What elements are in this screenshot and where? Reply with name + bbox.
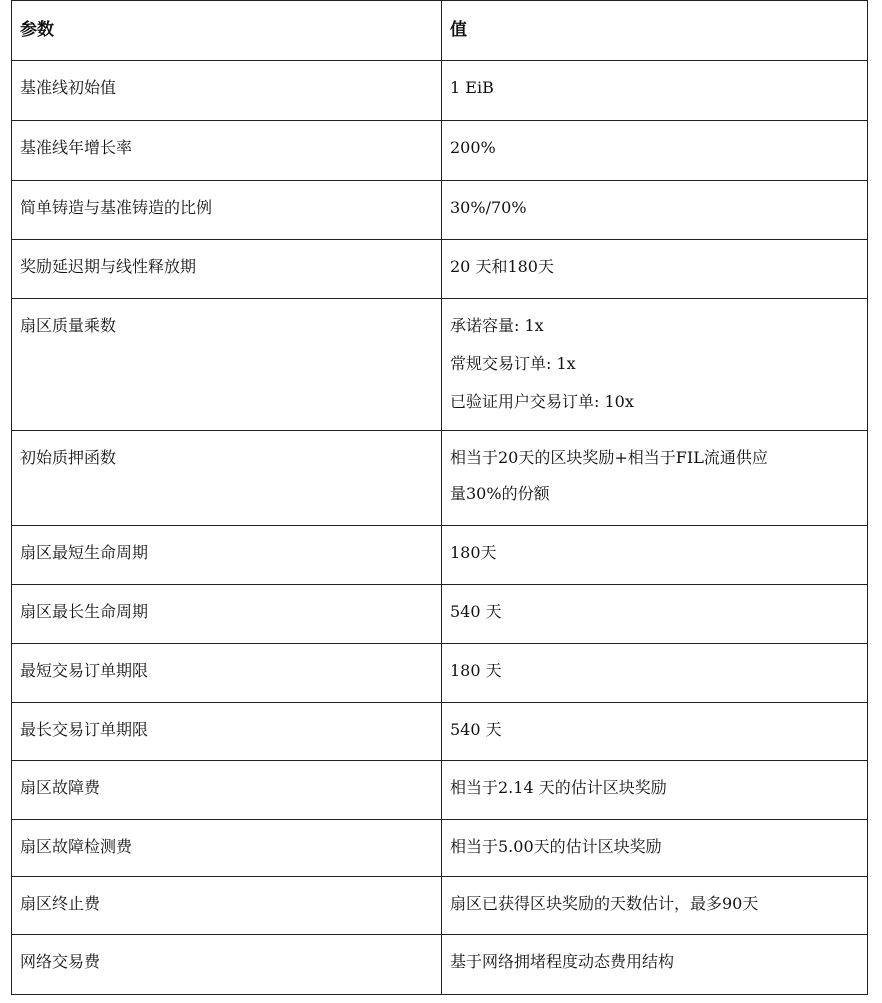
- table-row: [12, 761, 868, 820]
- value-cell: [442, 431, 868, 526]
- parameter-table-container: [11, 0, 867, 995]
- value-line: 1 EiB: [450, 78, 494, 97]
- value-cell: [442, 935, 868, 995]
- param-cell: 基准线初始值: [12, 61, 442, 121]
- table-row: [12, 181, 868, 240]
- value-cell: [442, 240, 868, 299]
- table-header-row: [12, 1, 868, 61]
- value-cell: [442, 121, 868, 181]
- table-row: [12, 877, 868, 935]
- param-cell: 初始质押函数: [12, 431, 442, 526]
- value-line: 相当于20天的区块奖励+相当于FIL流通供应: [450, 448, 768, 467]
- table-row: [12, 61, 868, 121]
- header-param: 参数: [12, 1, 442, 61]
- param-cell: 简单铸造与基准铸造的比例: [12, 181, 442, 240]
- value-cell: [442, 820, 868, 877]
- param-cell: 最短交易订单期限: [12, 644, 442, 703]
- value-cell: [442, 181, 868, 240]
- value-line: 常规交易订单: 1x: [450, 354, 576, 373]
- value-cell: [442, 877, 868, 935]
- value-line: 30%/70%: [450, 198, 527, 217]
- table-row: [12, 935, 868, 995]
- header-value: 值: [442, 1, 868, 61]
- value-cell: [442, 585, 868, 644]
- value-cell: [442, 644, 868, 703]
- value-line: 扇区已获得区块奖励的天数估计，最多90天: [450, 894, 759, 913]
- param-cell: 扇区最长生命周期: [12, 585, 442, 644]
- param-cell: 扇区最短生命周期: [12, 526, 442, 585]
- param-cell: 扇区故障费: [12, 761, 442, 820]
- value-line: 200%: [450, 138, 496, 157]
- value-cell: [442, 299, 868, 431]
- param-cell: 最长交易订单期限: [12, 703, 442, 761]
- table-row: [12, 299, 868, 431]
- param-cell: 基准线年增长率: [12, 121, 442, 181]
- table-row: [12, 121, 868, 181]
- value-line: 相当于2.14 天的估计区块奖励: [450, 778, 667, 797]
- table-row: [12, 240, 868, 299]
- table-row: [12, 820, 868, 877]
- table-row: [12, 585, 868, 644]
- table-row: [12, 644, 868, 703]
- value-line: 20 天和180天: [450, 257, 554, 276]
- value-line: 180天: [450, 543, 497, 562]
- value-line: 540 天: [450, 720, 502, 739]
- param-cell: 奖励延迟期与线性释放期: [12, 240, 442, 299]
- param-cell: 扇区终止费: [12, 877, 442, 935]
- value-line: 180 天: [450, 661, 502, 680]
- value-line: 540 天: [450, 602, 502, 621]
- value-cell: [442, 526, 868, 585]
- value-line: 基于网络拥堵程度动态费用结构: [450, 952, 675, 971]
- value-line: 承诺容量: 1x: [450, 316, 544, 335]
- value-cell: [442, 61, 868, 121]
- value-cell: [442, 761, 868, 820]
- value-line: 已验证用户交易订单: 10x: [450, 392, 634, 411]
- table-row: [12, 526, 868, 585]
- parameter-table: [11, 0, 868, 995]
- param-cell: 扇区质量乘数: [12, 299, 442, 431]
- value-cell: [442, 703, 868, 761]
- param-cell: 扇区故障检测费: [12, 820, 442, 877]
- value-line: 相当于5.00天的估计区块奖励: [450, 837, 662, 856]
- table-row: [12, 431, 868, 526]
- table-row: [12, 703, 868, 761]
- value-line: 量30%的份额: [450, 484, 550, 503]
- param-cell: 网络交易费: [12, 935, 442, 995]
